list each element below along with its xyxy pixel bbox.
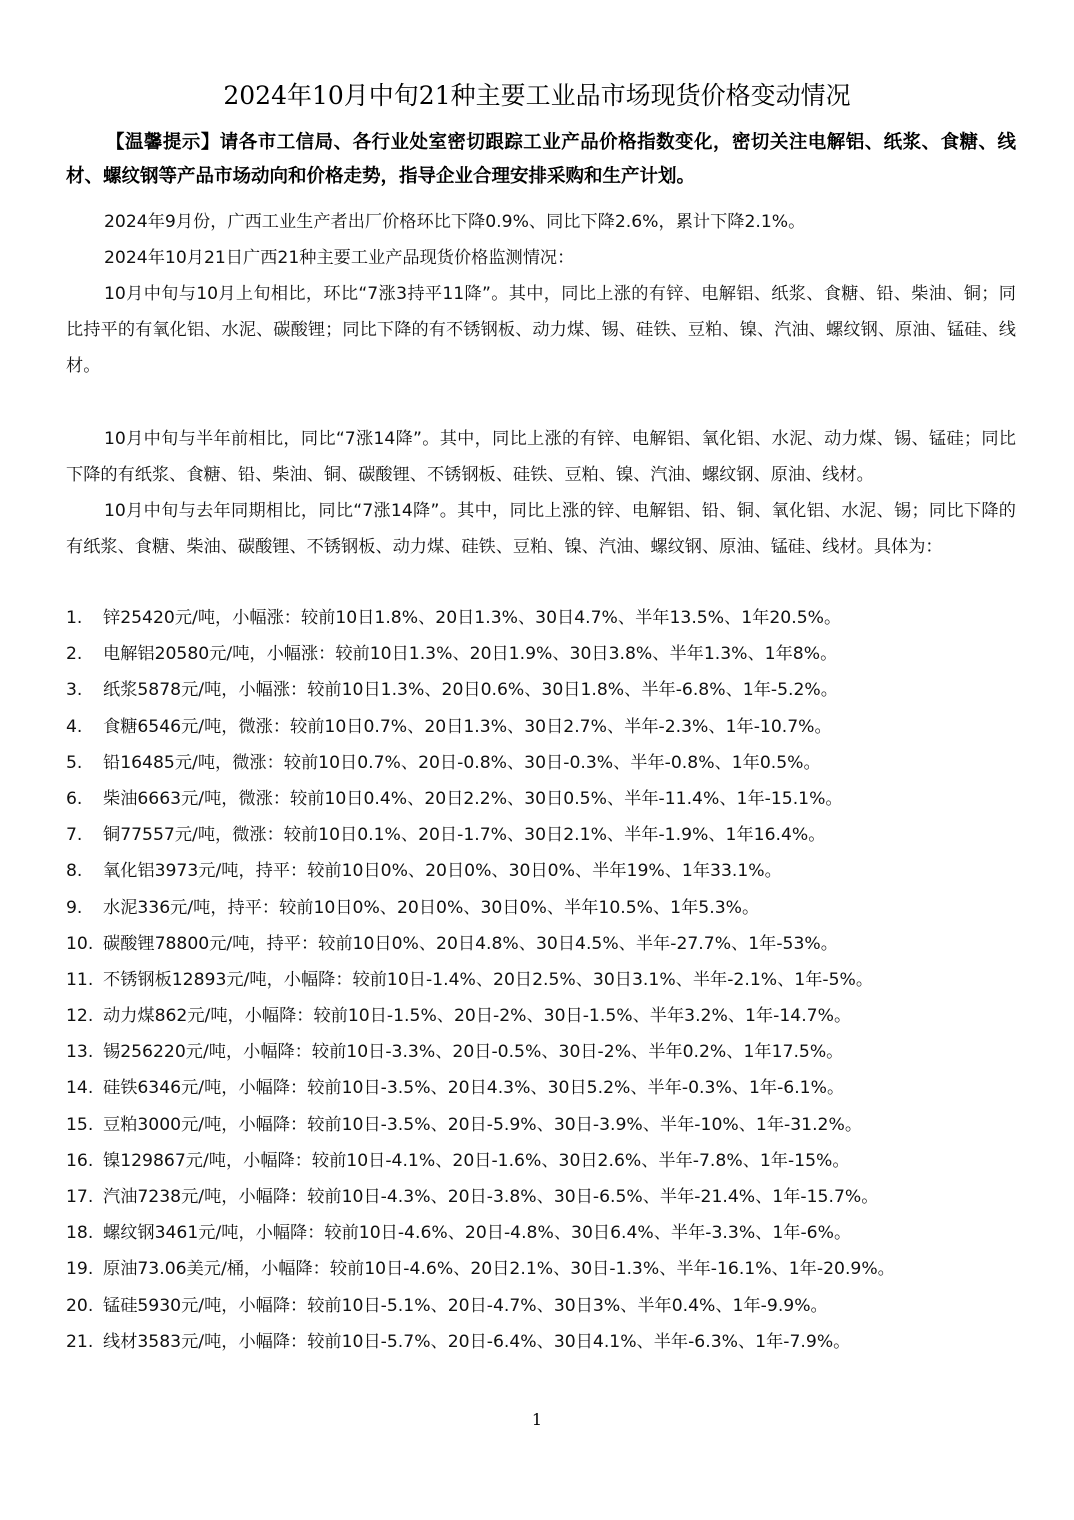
list-item-text: 锌25420元/吨，小幅涨：较前10日1.8%、20日1.3%、30日4.7%、半年13.5%、1年20.5%。	[103, 608, 842, 628]
list-item-text: 食糖6546元/吨，微涨：较前10日0.7%、20日1.3%、30日2.7%、半年-2.3%、1年-10.7%。	[103, 716, 832, 737]
list-item-number: 8.	[66, 861, 83, 882]
list-item	[66, 1179, 1026, 1215]
page-title: 2024年10月中旬21种主要工业品市场现货价格变动情况	[223, 81, 851, 110]
list-item	[66, 1107, 1026, 1143]
list-item-text: 水泥336元/吨，持平：较前10日0%、20日0%、30日0%、半年10.5%、1年5.3%。	[103, 897, 760, 918]
list-item	[66, 962, 1026, 998]
notice-paragraph: 【温馨提示】请各市工信局、各行业处室密切跟踪工业产品价格指数变化，密切关注电解铝、纸浆、食糖、线材、螺纹钢等产品市场动向和价格走势，指导企业合理安排采购和生产计划。	[66, 132, 1016, 187]
list-item-number: 1.	[66, 608, 83, 628]
list-item	[66, 636, 1026, 672]
list-item-number: 17.	[66, 1187, 94, 1207]
list-item-number: 4.	[66, 716, 83, 737]
list-item-number: 20.	[66, 1295, 94, 1316]
list-item-number: 6.	[66, 788, 83, 809]
page-number: 1	[531, 1410, 543, 1429]
list-item-number: 14.	[66, 1078, 94, 1099]
paragraph-year-on-year: 10月中旬与去年同期相比，同比“7涨14降”。其中，同比上涨的锌、电解铝、铅、铜、氧化铝、水泥、锡；同比下降的有纸浆、食糖、柴油、碳酸锂、不锈钢板、动力煤、硅铁、豆粕、镍、汽油、螺纹钢、原油、锰硅、线材。具体为：	[66, 501, 1016, 557]
list-item-number: 7.	[66, 825, 83, 846]
list-item-text: 豆粕3000元/吨，小幅降：较前10日-3.5%、20日-5.9%、30日-3.9%、半年-10%、1年-31.2%。	[103, 1114, 863, 1135]
list-item	[66, 1215, 1026, 1251]
list-item-text: 锡256220元/吨，小幅降：较前10日-3.3%、20日-0.5%、30日-2%、半年0.2%、1年17.5%。	[103, 1042, 844, 1063]
list-item-text: 氧化铝3973元/吨，持平：较前10日0%、20日0%、30日0%、半年19%、1年33.1%。	[103, 861, 782, 882]
list-item-text: 硅铁6346元/吨，小幅降：较前10日-3.5%、20日4.3%、30日5.2%、半年-0.3%、1年-6.1%。	[103, 1078, 845, 1099]
price-list	[66, 600, 1026, 1360]
list-item-number: 13.	[66, 1042, 94, 1063]
list-item-text: 纸浆5878元/吨，小幅涨：较前10日1.3%、20日0.6%、30日1.8%、半年-6.8%、1年-5.2%。	[103, 680, 838, 701]
list-item-number: 19.	[66, 1259, 94, 1280]
list-item-text: 汽油7238元/吨，小幅降：较前10日-4.3%、20日-3.8%、30日-6.5%、半年-21.4%、1年-15.7%。	[103, 1187, 879, 1207]
list-item	[66, 1251, 1026, 1287]
list-item	[66, 998, 1026, 1034]
list-item-number: 3.	[66, 680, 83, 701]
list-item	[66, 1070, 1026, 1106]
list-item-number: 12.	[66, 1006, 94, 1027]
list-item-number: 21.	[66, 1331, 94, 1352]
list-item-text: 螺纹钢3461元/吨，小幅降：较前10日-4.6%、20日-4.8%、30日6.4%、半年-3.3%、1年-6%。	[103, 1223, 852, 1244]
paragraph-month-on-month: 10月中旬与10月上旬相比，环比“7涨3持平11降”。其中，同比上涨的有锌、电解铝、纸浆、食糖、铅、柴油、铜；同比持平的有氧化铝、水泥、碳酸锂；同比下降的有不锈钢板、动力煤、锡、硅铁、豆粕、镍、汽油、螺纹钢、原油、锰硅、线材。	[66, 284, 1016, 376]
list-item-text: 线材3583元/吨，小幅降：较前10日-5.7%、20日-6.4%、30日4.1%、半年-6.3%、1年-7.9%。	[103, 1331, 851, 1352]
list-item	[66, 709, 1026, 745]
list-item	[66, 1143, 1026, 1179]
list-item-number: 15.	[66, 1114, 94, 1135]
list-item-text: 锰硅5930元/吨，小幅降：较前10日-5.1%、20日-4.7%、30日3%、半年0.4%、1年-9.9%。	[103, 1295, 828, 1316]
list-item	[66, 781, 1026, 817]
paragraph-half-year: 10月中旬与半年前相比，同比“7涨14降”。其中，同比上涨的有锌、电解铝、氧化铝、水泥、动力煤、锡、锰硅；同比下降的有纸浆、食糖、铅、柴油、铜、碳酸锂、不锈钢板、硅铁、豆粕、镍、汽油、螺纹钢、原油、线材。	[66, 429, 1016, 485]
list-item	[66, 600, 1026, 636]
list-item	[66, 1034, 1026, 1070]
list-item-number: 11.	[66, 969, 94, 990]
list-item-text: 动力煤862元/吨，小幅降：较前10日-1.5%、20日-2%、30日-1.5%、半年3.2%、1年-14.7%。	[103, 1006, 852, 1027]
list-item	[66, 817, 1026, 853]
list-item-text: 电解铝20580元/吨，小幅涨：较前10日1.3%、20日1.9%、30日3.8%、半年1.3%、1年8%。	[103, 644, 838, 665]
paragraph-ppi: 2024年9月份，广西工业生产者出厂价格环比下降0.9%、同比下降2.6%，累计下降2.1%。	[104, 212, 806, 232]
list-item	[66, 1288, 1026, 1324]
list-item-number: 10.	[66, 933, 94, 954]
list-item-number: 5.	[66, 752, 83, 773]
list-item-number: 18.	[66, 1223, 94, 1244]
list-item	[66, 926, 1026, 962]
list-item	[66, 672, 1026, 708]
list-item-number: 2.	[66, 644, 83, 665]
list-item-text: 原油73.06美元/桶，小幅降：较前10日-4.6%、20日2.1%、30日-1.3%、半年-16.1%、1年-20.9%。	[103, 1259, 895, 1280]
list-item	[66, 1324, 1026, 1360]
list-item	[66, 853, 1026, 889]
list-item-text: 不锈钢板12893元/吨，小幅降：较前10日-1.4%、20日2.5%、30日3.1%、半年-2.1%、1年-5%。	[103, 969, 874, 990]
list-item-number: 9.	[66, 897, 83, 918]
list-item-text: 镍129867元/吨，小幅降：较前10日-4.1%、20日-1.6%、30日2.6%、半年-7.8%、1年-15%。	[103, 1150, 850, 1171]
list-item-number: 16.	[66, 1150, 94, 1171]
list-item-text: 铜77557元/吨，微涨：较前10日0.1%、20日-1.7%、30日2.1%、半年-1.9%、1年16.4%。	[103, 825, 826, 846]
list-item-text: 铅16485元/吨，微涨：较前10日0.7%、20日-0.8%、30日-0.3%、半年-0.8%、1年0.5%。	[103, 752, 821, 773]
paragraph-monitoring-intro: 2024年10月21日广西21种主要工业产品现货价格监测情况：	[104, 248, 575, 268]
list-item-text: 柴油6663元/吨，微涨：较前10日0.4%、20日2.2%、30日0.5%、半年-11.4%、1年-15.1%。	[103, 788, 843, 809]
list-item	[66, 745, 1026, 781]
list-item-text: 碳酸锂78800元/吨，持平：较前10日0%、20日4.8%、30日4.5%、半年-27.7%、1年-53%。	[103, 933, 838, 954]
list-item	[66, 890, 1026, 926]
